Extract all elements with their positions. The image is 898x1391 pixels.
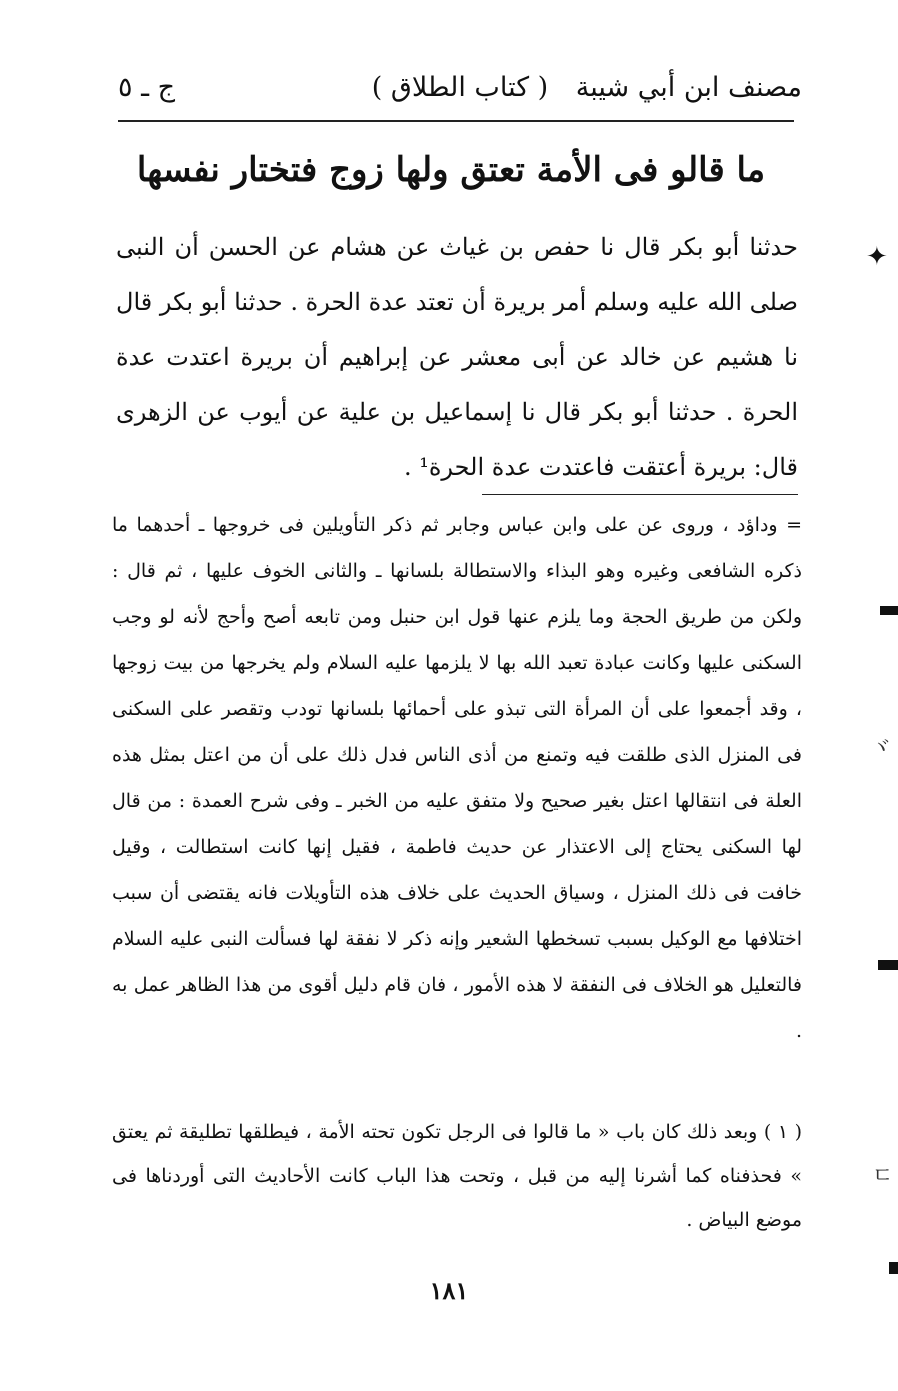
chapter-title: ( كتاب الطلاق ) — [371, 72, 549, 103]
margin-star-mark: ✦ — [866, 242, 888, 272]
volume-number: ج ـ ٥ — [118, 72, 176, 103]
page-number: ١٨١ — [429, 1276, 469, 1305]
margin-hook-mark-2: ㄷ — [872, 1164, 894, 1189]
margin-hook-mark: ヾ — [870, 736, 893, 761]
running-header — [118, 66, 802, 116]
margin-dot-mark — [889, 1262, 898, 1274]
book-title: مصنف ابن أبي شيبة — [575, 72, 802, 103]
footnote-divider — [482, 494, 798, 495]
header-divider — [118, 120, 794, 122]
main-text-body: حدثنا أبو بكر قال نا حفص بن غياث عن هشام عن الحسن أن النبى صلى الله عليه وسلم أمر بريرة أن تعتد عدة الحرة . حدثنا أبو بكر قال نا هشيم عن خالد عن أبى معشر عن إبراهيم أن بريرة اعتدت عدة الحرة . حدثنا أبو بكر قال نا إسماعيل بن علية عن أيوب عن الزهرى قال: بريرة أعتقت فاعتدت عدة الحرة¹ . — [116, 233, 798, 481]
footnote-continued: = وداؤد ، وروى عن على وابن عباس وجابر ثم ذكر التأويلين فى خروجها ـ أحدهما ما ذكره الشافعى وغيره وهو البذاء والاستطالة بلسانها ـ والثانى الخوف عليها ، ثم قال : ولكن من طريق الحجة وما يلزم عنها قول ابن حنبل ومن تابعه أصح وأحج لأنه لو وجب السكنى عليها وكانت عبادة تعبد الله بها لا يلزمها عليه السلام ولم يخرجها من بيت زوجها ، وقد أجمعوا على أن المرأة التى تبذو على أحمائها بلسانها تودب وتقصر على السكنى فى المنزل الذى طلقت فيه وتمنع من أذى الناس فدل ذلك على أن من اعتل بمثل هذه العلة فى انتقالها اعتل بغير صحيح ولا متفق عليه من الخبر ـ وفى شرح العمدة : من قال لها السكنى يحتاج إلى الاعتذار عن حديث فاطمة ، فقيل إنها كانت استطالت ، وقيل خافت فى ذلك المنزل ، وسياق الحديث على خلاف هذه التأويلات فانه يقتضى أن سبب اختلافها مع الوكيل بسبب تسخطها الشعير وإنه ذكر لا نفقة لها فسألت النبى عليه السلام فالتعليل هو الخلاف فى النفقة لا هذه الأمور ، فان قام دليل أقوى من هذا الظاهر عمل به . — [112, 514, 803, 1042]
section-heading: ما قالو فى الأمة تعتق ولها زوج فتختار نفسها — [136, 150, 766, 190]
margin-bar-mark-2 — [878, 960, 898, 970]
footnote-1: ( ١ ) وبعد ذلك كان باب « ما قالوا فى الرجل تكون تحته الأمة ، فيطلقها تطليقة ثم يعتق » فحذفناه كما أشرنا إليه من قبل ، وتحت هذا الباب كانت الأحاديث التى أوردناها فى موضع البياض . — [112, 1121, 802, 1231]
margin-bar-mark — [880, 606, 898, 615]
